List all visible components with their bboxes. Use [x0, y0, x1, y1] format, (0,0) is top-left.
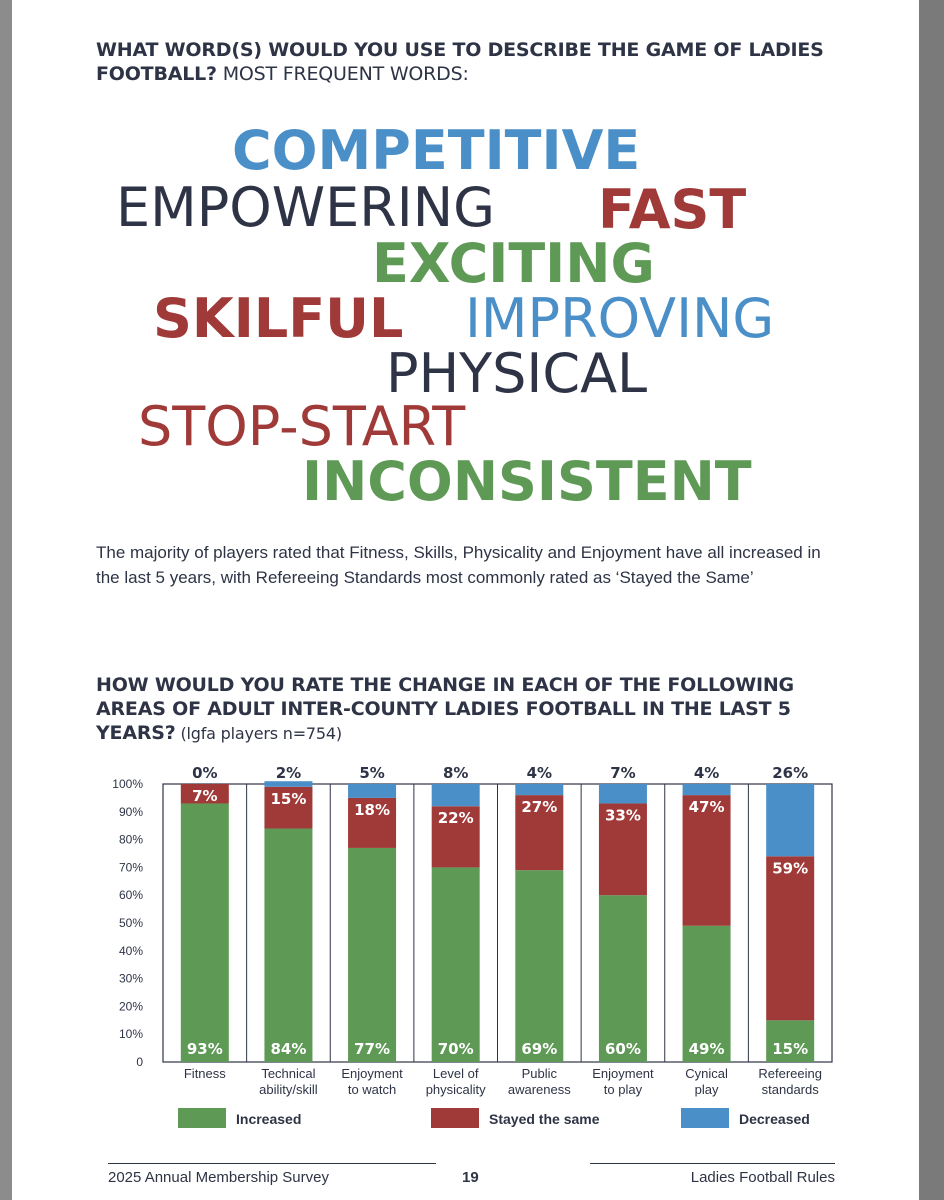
x-category-label: play — [694, 1082, 719, 1097]
y-tick-label: 80% — [118, 832, 143, 847]
data-label-increased: 49% — [688, 1040, 725, 1058]
word-competitive: COMPETITIVE — [232, 119, 641, 182]
bar-segment-decreased — [515, 784, 563, 795]
x-category-label: Level of — [432, 1066, 479, 1081]
word-improving: IMPROVING — [465, 287, 775, 350]
bar-segment-increased — [515, 870, 563, 1062]
word-fast: FAST — [598, 178, 747, 241]
data-label-decreased: 8% — [442, 764, 469, 782]
data-label-stayed-the-same: 27% — [521, 798, 558, 817]
word-physical: PHYSICAL — [386, 342, 648, 405]
word-cloud-question: WHAT WORD(S) WOULD YOU USE TO DESCRIBE THE GAME OF LADIES FOOTBALL? — [96, 39, 824, 85]
x-category-label: to watch — [347, 1082, 397, 1097]
data-label-stayed-the-same: 47% — [688, 798, 725, 817]
x-category-label: standards — [761, 1082, 819, 1097]
legend-swatch-increased — [178, 1108, 226, 1128]
data-label-decreased: 4% — [693, 764, 720, 782]
x-category-label: physicality — [425, 1082, 486, 1097]
footer-page-number: 19 — [462, 1169, 479, 1186]
word-exciting: EXCITING — [372, 232, 655, 295]
x-category-label: Enjoyment — [592, 1066, 654, 1081]
y-tick-label: 10% — [118, 1027, 143, 1042]
y-tick-label: 0 — [136, 1055, 143, 1069]
word-stop-start: STOP-START — [138, 395, 466, 458]
legend-swatch-decreased — [681, 1108, 729, 1128]
x-category-label: Fitness — [183, 1066, 226, 1081]
x-category-label: to play — [603, 1082, 643, 1097]
y-tick-label: 30% — [118, 971, 143, 986]
x-category-label: Refereeing — [758, 1066, 822, 1081]
x-category-label: awareness — [507, 1082, 571, 1097]
bar-segment-stayed-the-same — [766, 856, 814, 1020]
word-empowering: EMPOWERING — [116, 176, 495, 239]
bar-segment-decreased — [432, 784, 480, 806]
y-tick-label: 50% — [118, 916, 143, 930]
word-skilful: SKILFUL — [153, 287, 404, 350]
bar-segment-decreased — [264, 781, 312, 787]
data-label-decreased: 0% — [192, 764, 218, 782]
x-category-label: Public — [521, 1066, 558, 1081]
bar-segment-increased — [181, 803, 229, 1062]
data-label-decreased: 7% — [610, 764, 636, 782]
summary-text: The majority of players rated that Fitness, Skills, Physicality and Enjoyment have all increased in the last 5 years, with Refereeing Standards most commonly rated as ‘Stayed the Same’ — [96, 543, 821, 587]
footer-rules-title: Ladies Football Rules — [690, 1169, 835, 1186]
data-label-stayed-the-same: 22% — [437, 809, 474, 828]
bar-segment-increased — [599, 895, 647, 1062]
bar-segment-increased — [348, 848, 396, 1062]
bar-segment-decreased — [599, 784, 647, 803]
data-label-stayed-the-same: 33% — [604, 806, 641, 825]
data-label-decreased: 26% — [772, 764, 809, 782]
data-label-increased: 84% — [270, 1040, 307, 1058]
y-tick-label: 70% — [118, 860, 143, 875]
bar-segment-decreased — [766, 784, 814, 856]
data-label-stayed-the-same: 18% — [354, 800, 391, 819]
data-label-increased: 77% — [354, 1040, 391, 1058]
bar-segment-increased — [432, 867, 480, 1062]
legend-label-increased: Increased — [236, 1111, 302, 1127]
data-label-stayed-the-same: 59% — [772, 859, 809, 878]
data-label-decreased: 5% — [359, 764, 385, 782]
data-label-stayed-the-same: 15% — [270, 789, 307, 808]
word-inconsistent: INCONSISTENT — [302, 450, 752, 513]
footer-rule-right — [590, 1163, 835, 1164]
word-cloud-subtitle: MOST FREQUENT WORDS: — [216, 63, 469, 85]
bar-segment-decreased — [683, 784, 731, 795]
y-tick-label: 60% — [118, 888, 143, 903]
y-tick-label: 20% — [118, 999, 143, 1014]
y-tick-label: 100% — [112, 777, 143, 791]
footer-survey-title: 2025 Annual Membership Survey — [108, 1169, 329, 1186]
x-category-label: Cynical — [685, 1066, 728, 1081]
footer-rule-left — [108, 1163, 436, 1164]
data-label-stayed-the-same: 7% — [192, 787, 218, 805]
legend-label-decreased: Decreased — [739, 1111, 810, 1127]
bar-segment-decreased — [348, 784, 396, 798]
y-tick-label: 40% — [118, 943, 143, 958]
legend-swatch-stayed-the-same — [431, 1108, 479, 1128]
chart-sample-size: (lgfa players n=754) — [175, 724, 342, 743]
bar-segment-increased — [264, 828, 312, 1062]
chart-question: HOW WOULD YOU RATE THE CHANGE IN EACH OF THE FOLLOWING AREAS OF ADULT INTER-COUNTY LADIES FOOTBALL IN THE LAST 5 YEARS? — [96, 674, 794, 744]
data-label-increased: 69% — [521, 1040, 558, 1058]
data-label-increased: 60% — [604, 1040, 641, 1058]
y-tick-label: 90% — [118, 804, 143, 819]
data-label-decreased: 2% — [275, 764, 302, 782]
data-label-decreased: 4% — [526, 764, 553, 782]
data-label-increased: 93% — [186, 1040, 223, 1058]
legend-label-stayed-the-same: Stayed the same — [489, 1111, 600, 1127]
x-category-label: Enjoyment — [341, 1066, 403, 1081]
x-category-label: ability/skill — [259, 1082, 318, 1097]
data-label-increased: 15% — [772, 1040, 809, 1058]
data-label-increased: 70% — [437, 1040, 474, 1058]
x-category-label: Technical — [261, 1066, 316, 1081]
